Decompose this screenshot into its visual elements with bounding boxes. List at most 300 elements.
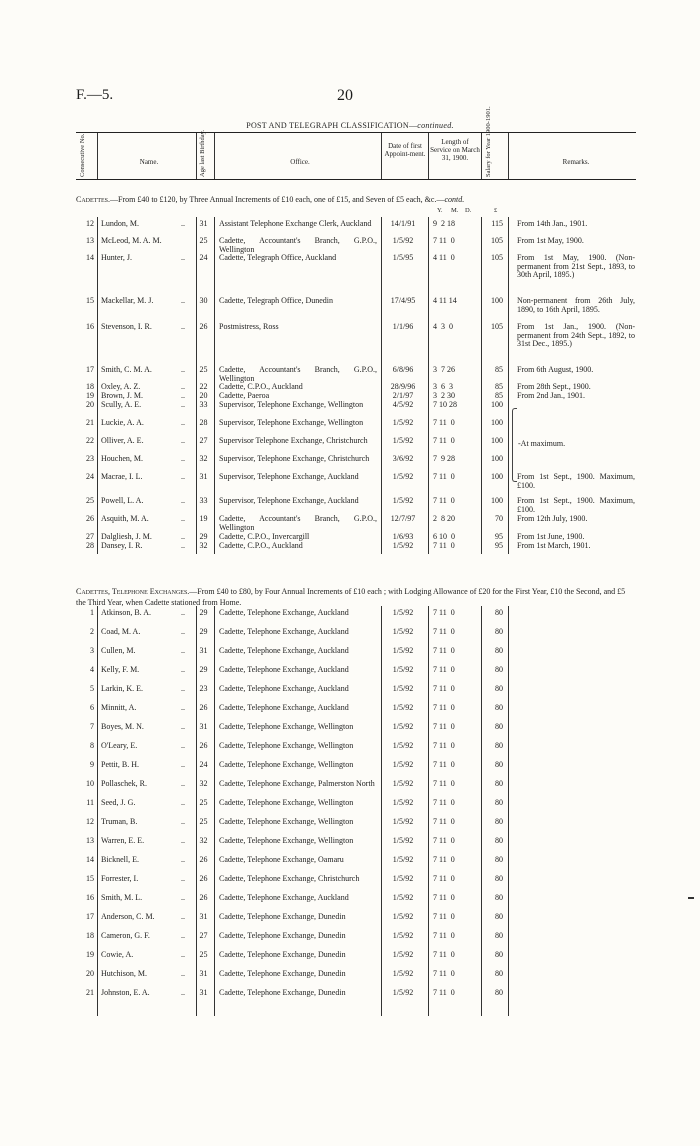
row-office: Supervisor, Telephone Exchange, Auckland <box>219 496 359 505</box>
row-number: 27 <box>86 532 94 541</box>
row-length-of-service: 7 11 0 <box>433 969 455 978</box>
row-salary: 115 <box>491 219 503 228</box>
row-appointment-date: 1/5/92 <box>392 722 414 731</box>
row-salary: 80 <box>495 798 503 807</box>
row-length-of-service: 7 11 0 <box>433 950 455 959</box>
row-name: Dalgliesh, J. M. .. <box>101 532 185 541</box>
row-length-of-service: 7 11 0 <box>433 703 455 712</box>
row-office: Supervisor, Telephone Exchange, Auckland <box>219 472 359 481</box>
row-number: 15 <box>86 296 94 305</box>
row-appointment-date: 1/5/92 <box>392 741 414 750</box>
row-salary: 80 <box>495 969 503 978</box>
page-title-continued: continued. <box>417 121 454 130</box>
row-remarks: From 12th July, 1900. <box>517 514 588 523</box>
column-divider <box>481 606 482 1016</box>
row-number: 18 <box>86 931 94 940</box>
row-age: 32 <box>199 779 208 788</box>
row-office: Cadette, Telephone Exchange, Dunedin <box>219 950 346 959</box>
row-name: Kelly, F. M. .. <box>101 665 185 674</box>
row-age: 31 <box>199 472 208 481</box>
row-length-of-service: 7 11 0 <box>433 893 455 902</box>
row-number: 20 <box>86 969 94 978</box>
row-name: Cowie, A. .. <box>101 950 185 959</box>
column-divider <box>196 606 197 1016</box>
column-header-name: Name. <box>139 158 159 166</box>
head-divider <box>214 133 215 179</box>
row-remarks: From 1st Sept., 1900. Maximum, £100. <box>517 496 635 514</box>
row-age: 29 <box>199 627 208 636</box>
row-name: Asquith, M. A. .. <box>101 514 185 523</box>
row-office: Cadette, Telephone Exchange, Auckland <box>219 608 349 617</box>
column-header-length: Length of Service on March 31, 1900. <box>430 138 480 162</box>
page-number: 20 <box>337 87 353 104</box>
row-name: Mackellar, M. J. .. <box>101 296 185 305</box>
row-age: 29 <box>199 665 208 674</box>
row-appointment-date: 1/5/92 <box>392 496 414 505</box>
row-office: Cadette, Telephone Exchange, Wellington <box>219 760 354 769</box>
row-office: Supervisor, Telephone Exchange, Christchurch <box>219 454 370 463</box>
row-number: 8 <box>90 741 94 750</box>
row-length-of-service: 7 11 0 <box>433 931 455 940</box>
row-salary: 100 <box>491 436 503 445</box>
row-appointment-date: 14/1/91 <box>390 219 416 228</box>
unit-years: Y. <box>437 207 443 214</box>
row-length-of-service: 7 11 0 <box>433 436 455 445</box>
row-salary: 80 <box>495 912 503 921</box>
row-number: 4 <box>90 665 94 674</box>
row-appointment-date: 1/5/92 <box>392 436 414 445</box>
row-name: O'Leary, E. .. <box>101 741 185 750</box>
row-length-of-service: 7 11 0 <box>433 798 455 807</box>
row-length-of-service: 9 2 18 <box>433 219 455 228</box>
row-salary: 80 <box>495 893 503 902</box>
row-appointment-date: 1/5/92 <box>392 969 414 978</box>
row-length-of-service: 7 11 0 <box>433 496 455 505</box>
row-salary: 85 <box>495 391 503 400</box>
margin-mark <box>688 897 694 899</box>
row-age: 26 <box>199 322 208 331</box>
row-name: Brown, J. M. .. <box>101 391 185 400</box>
row-appointment-date: 28/9/96 <box>390 382 416 391</box>
row-name: McLeod, M. A. M. <box>101 236 162 245</box>
row-salary: 95 <box>495 532 503 541</box>
row-age: 24 <box>199 253 208 262</box>
row-age: 26 <box>199 874 208 883</box>
row-office: Cadette, Telephone Exchange, Auckland <box>219 646 349 655</box>
row-name: Pollaschek, R. .. <box>101 779 185 788</box>
row-number: 21 <box>86 418 94 427</box>
row-office: Cadette, Paeroa <box>219 391 270 400</box>
row-office: Cadette, Telegraph Office, Auckland <box>219 253 337 262</box>
row-age: 32 <box>199 454 208 463</box>
row-age: 31 <box>199 646 208 655</box>
row-remarks: From 14th Jan., 1901. <box>517 219 588 228</box>
row-appointment-date: 2/1/97 <box>392 391 414 400</box>
row-name: Boyes, M. N. .. <box>101 722 185 731</box>
row-remarks: From 1st May, 1900. <box>517 236 584 245</box>
column-divider <box>381 606 382 1016</box>
row-name: Olliver, A. E. .. <box>101 436 185 445</box>
row-salary: 80 <box>495 646 503 655</box>
head-divider <box>428 133 429 179</box>
column-divider <box>97 606 98 1016</box>
row-number: 26 <box>86 514 94 523</box>
row-salary: 80 <box>495 817 503 826</box>
row-name: Bicknell, E. .. <box>101 855 185 864</box>
row-office: Cadette, Telephone Exchange, Auckland <box>219 703 349 712</box>
row-remarks: From 1st May, 1900. (Non-permanent from 21st Sept., 1893, to 30th April, 1895.) <box>517 253 635 279</box>
row-appointment-date: 1/5/92 <box>392 236 414 245</box>
row-office: Supervisor Telephone Exchange, Christchurch <box>219 436 368 445</box>
row-length-of-service: 7 11 0 <box>433 779 455 788</box>
row-appointment-date: 1/5/92 <box>392 798 414 807</box>
row-age: 30 <box>199 296 208 305</box>
column-divider <box>508 606 509 1016</box>
row-name: Minnitt, A. .. <box>101 703 185 712</box>
row-office: Cadette, Telephone Exchange, Auckland <box>219 684 349 693</box>
head-divider <box>508 133 509 179</box>
at-maximum-bracket <box>512 408 517 482</box>
row-length-of-service: 7 11 0 <box>433 646 455 655</box>
row-appointment-date: 1/6/93 <box>392 532 414 541</box>
row-salary: 80 <box>495 950 503 959</box>
row-remarks: From 28th Sept., 1900. <box>517 382 591 391</box>
row-number: 25 <box>86 496 94 505</box>
row-name: Luckie, A. A. .. <box>101 418 185 427</box>
row-salary: 80 <box>495 684 503 693</box>
row-number: 19 <box>86 391 94 400</box>
row-name: Oxley, A. Z. .. <box>101 382 185 391</box>
row-salary: 95 <box>495 541 503 550</box>
row-office: Cadette, Telephone Exchange, Oamaru <box>219 855 344 864</box>
row-length-of-service: 7 11 0 <box>433 988 455 997</box>
row-length-of-service: 4 11 14 <box>433 296 457 305</box>
row-age: 25 <box>199 798 208 807</box>
row-appointment-date: 6/8/96 <box>392 365 414 374</box>
column-header-date: Date of first Appoint-ment. <box>384 142 426 158</box>
row-number: 24 <box>86 472 94 481</box>
row-office: Cadette, Telephone Exchange, Auckland <box>219 665 349 674</box>
row-number: 13 <box>86 836 94 845</box>
row-remarks: From 2nd Jan., 1901. <box>517 391 585 400</box>
row-appointment-date: 1/1/96 <box>392 322 414 331</box>
unit-pound: £ <box>494 207 498 214</box>
row-number: 6 <box>90 703 94 712</box>
row-appointment-date: 1/5/92 <box>392 541 414 550</box>
row-office: Supervisor, Telephone Exchange, Wellington <box>219 418 364 427</box>
row-appointment-date: 1/5/92 <box>392 779 414 788</box>
row-name: Seed, J. G. .. <box>101 798 185 807</box>
row-number: 3 <box>90 646 94 655</box>
row-name: Anderson, C. M. .. <box>101 912 185 921</box>
row-number: 9 <box>90 760 94 769</box>
row-age: 25 <box>199 817 208 826</box>
row-number: 22 <box>86 436 94 445</box>
row-number: 11 <box>86 798 94 807</box>
row-length-of-service: 7 11 0 <box>433 418 455 427</box>
row-appointment-date: 1/5/92 <box>392 988 414 997</box>
row-remarks: From 1st Jan., 1900. (Non-permanent from 24th Sept., 1892, to 31st Dec., 1895.) <box>517 322 635 348</box>
column-header-office: Office. <box>290 158 310 166</box>
column-divider <box>481 217 482 554</box>
row-salary: 85 <box>495 365 503 374</box>
row-number: 15 <box>86 874 94 883</box>
row-length-of-service: 3 2 30 <box>433 391 455 400</box>
row-length-of-service: 7 11 0 <box>433 722 455 731</box>
row-length-of-service: 4 3 0 <box>433 322 453 331</box>
row-length-of-service: 7 11 0 <box>433 855 455 864</box>
row-appointment-date: 1/5/95 <box>392 253 414 262</box>
row-salary: 105 <box>491 236 503 245</box>
row-age: 25 <box>199 365 208 374</box>
row-office: Supervisor, Telephone Exchange, Wellington <box>219 400 364 409</box>
row-salary: 80 <box>495 741 503 750</box>
row-remarks: From 1st March, 1901. <box>517 541 591 550</box>
column-header-age: Age last Birthday. <box>199 129 206 177</box>
row-salary: 100 <box>491 496 503 505</box>
column-divider <box>214 217 215 554</box>
row-office: Cadette, C.P.O., Auckland <box>219 382 303 391</box>
row-name: Smith, C. M. A. .. <box>101 365 185 374</box>
column-divider <box>196 217 197 554</box>
row-number: 13 <box>86 236 94 245</box>
row-office: Cadette, Telephone Exchange, Dunedin <box>219 969 346 978</box>
row-length-of-service: 7 11 0 <box>433 236 455 245</box>
row-office: Cadette, Telegraph Office, Dunedin <box>219 296 333 305</box>
column-header-consecutive: Consecutive No. <box>79 133 86 177</box>
row-length-of-service: 2 8 20 <box>433 514 455 523</box>
row-number: 14 <box>86 253 94 262</box>
row-age: 26 <box>199 893 208 902</box>
row-office: Cadette, Telephone Exchange, Palmerston North <box>219 779 375 788</box>
row-length-of-service: 7 11 0 <box>433 541 455 550</box>
row-age: 24 <box>199 760 208 769</box>
row-name: Lundon, M. .. <box>101 219 185 228</box>
row-salary: 80 <box>495 665 503 674</box>
row-appointment-date: 1/5/92 <box>392 646 414 655</box>
row-remarks: From 1st June, 1900. <box>517 532 585 541</box>
row-appointment-date: 1/5/92 <box>392 608 414 617</box>
row-length-of-service: 7 11 0 <box>433 684 455 693</box>
row-office: Cadette, Telephone Exchange, Christchurch <box>219 874 360 883</box>
column-divider <box>97 217 98 554</box>
row-length-of-service: 3 6 3 <box>433 382 453 391</box>
row-age: 23 <box>199 684 208 693</box>
row-salary: 100 <box>491 472 503 481</box>
row-appointment-date: 4/5/92 <box>392 400 414 409</box>
row-name: Stevenson, I. R. .. <box>101 322 185 331</box>
head-divider <box>481 133 482 179</box>
row-office: Assistant Telephone Exchange Clerk, Auckland <box>219 219 372 228</box>
row-office: Cadette, Accountant's Branch, G.P.O., Wellington <box>219 514 377 532</box>
row-name: Powell, L. A. .. <box>101 496 185 505</box>
row-salary: 80 <box>495 874 503 883</box>
row-appointment-date: 1/5/92 <box>392 912 414 921</box>
row-name: Larkin, K. E. .. <box>101 684 185 693</box>
row-length-of-service: 7 11 0 <box>433 741 455 750</box>
row-length-of-service: 7 11 0 <box>433 627 455 636</box>
row-age: 26 <box>199 741 208 750</box>
row-number: 21 <box>86 988 94 997</box>
row-appointment-date: 1/5/92 <box>392 874 414 883</box>
row-age: 20 <box>199 391 208 400</box>
row-office: Postmistress, Ross <box>219 322 279 331</box>
row-appointment-date: 17/4/95 <box>390 296 416 305</box>
row-name: Forrester, I. .. <box>101 874 185 883</box>
row-number: 23 <box>86 454 94 463</box>
column-divider <box>428 606 429 1016</box>
row-number: 17 <box>86 912 94 921</box>
row-age: 26 <box>199 855 208 864</box>
row-age: 31 <box>199 912 208 921</box>
row-name: Macrae, I. L. .. <box>101 472 185 481</box>
column-divider <box>508 217 509 554</box>
unit-days: D. <box>465 207 472 214</box>
row-salary: 100 <box>491 454 503 463</box>
row-salary: 80 <box>495 779 503 788</box>
row-age: 27 <box>199 931 208 940</box>
row-remarks: From 6th August, 1900. <box>517 365 594 374</box>
row-length-of-service: 7 11 0 <box>433 836 455 845</box>
head-divider <box>97 133 98 179</box>
column-divider <box>381 217 382 554</box>
row-salary: 80 <box>495 931 503 940</box>
row-number: 18 <box>86 382 94 391</box>
row-remarks: Non-permanent from 26th July, 1890, to 16th April, 1895. <box>517 296 635 314</box>
row-appointment-date: 1/5/92 <box>392 817 414 826</box>
row-length-of-service: 7 11 0 <box>433 472 455 481</box>
row-number: 7 <box>90 722 94 731</box>
row-age: 28 <box>199 418 208 427</box>
row-office: Cadette, Telephone Exchange, Wellington <box>219 722 354 731</box>
row-age: 31 <box>199 722 208 731</box>
table-top-rule <box>76 132 636 133</box>
row-length-of-service: 7 11 0 <box>433 665 455 674</box>
at-maximum-note: -At maximum. <box>518 439 566 448</box>
row-office: Cadette, Accountant's Branch, G.P.O., Wellington <box>219 236 377 254</box>
row-number: 2 <box>90 627 94 636</box>
row-remarks: From 1st Sept., 1900. Maximum, £100. <box>517 472 635 490</box>
row-age: 32 <box>199 541 208 550</box>
row-name: Coad, M. A. .. <box>101 627 185 636</box>
row-age: 26 <box>199 703 208 712</box>
row-length-of-service: 7 11 0 <box>433 760 455 769</box>
row-office: Cadette, Telephone Exchange, Dunedin <box>219 931 346 940</box>
row-length-of-service: 7 11 0 <box>433 817 455 826</box>
row-name: Scully, A. E. .. <box>101 400 185 409</box>
head-divider <box>381 133 382 179</box>
column-divider <box>214 606 215 1016</box>
row-appointment-date: 1/5/92 <box>392 472 414 481</box>
row-length-of-service: 7 11 0 <box>433 874 455 883</box>
row-office: Cadette, Telephone Exchange, Dunedin <box>219 912 346 921</box>
row-office: Cadette, Telephone Exchange, Wellington <box>219 741 354 750</box>
row-age: 33 <box>199 496 208 505</box>
row-appointment-date: 1/5/92 <box>392 665 414 674</box>
row-number: 5 <box>90 684 94 693</box>
row-office: Cadette, Telephone Exchange, Wellington <box>219 836 354 845</box>
row-number: 19 <box>86 950 94 959</box>
row-name: Warren, E. E. .. <box>101 836 185 845</box>
row-office: Cadette, Telephone Exchange, Wellington <box>219 798 354 807</box>
row-age: 31 <box>199 969 208 978</box>
row-name: Truman, B. .. <box>101 817 185 826</box>
column-header-salary: Salary for Year 1900-1901. <box>485 106 492 177</box>
row-appointment-date: 1/5/92 <box>392 760 414 769</box>
row-number: 12 <box>86 219 94 228</box>
row-salary: 105 <box>491 253 503 262</box>
row-age: 25 <box>199 950 208 959</box>
row-appointment-date: 1/5/92 <box>392 931 414 940</box>
row-office: Cadette, Telephone Exchange, Auckland <box>219 627 349 636</box>
row-salary: 70 <box>495 514 503 523</box>
row-appointment-date: 1/5/92 <box>392 950 414 959</box>
section-heading-telephone-exchanges: Cadettes, Telephone Exchanges.—From £40 to £80, by Four Annual Increments of £10 each ; with Lodging Allowance of £20 for the First Year, £10 the Second, and £5 the Third Year, when Cadette stationed from Home. <box>76 587 626 607</box>
row-salary: 80 <box>495 760 503 769</box>
row-salary: 80 <box>495 703 503 712</box>
row-salary: 80 <box>495 988 503 997</box>
row-number: 16 <box>86 322 94 331</box>
table-head-rule <box>76 179 636 180</box>
row-age: 27 <box>199 436 208 445</box>
row-name: Hutchison, M. .. <box>101 969 185 978</box>
section-heading-cadettes: Cadettes.—From £40 to £120, by Three Annual Increments of £10 each, one of £15, and Seven of £5 each, &c.—contd. <box>76 195 465 204</box>
row-appointment-date: 1/5/92 <box>392 893 414 902</box>
row-name: Johnston, E. A. .. <box>101 988 185 997</box>
row-number: 10 <box>86 779 94 788</box>
row-age: 22 <box>199 382 208 391</box>
row-name: Atkinson, B. A. .. <box>101 608 185 617</box>
row-appointment-date: 1/5/92 <box>392 836 414 845</box>
row-appointment-date: 1/5/92 <box>392 703 414 712</box>
row-office: Cadette, Accountant's Branch, G.P.O., Wellington <box>219 365 377 383</box>
row-age: 29 <box>199 608 208 617</box>
row-appointment-date: 3/6/92 <box>392 454 414 463</box>
document-reference: F.—5. <box>76 87 114 103</box>
row-number: 17 <box>86 365 94 374</box>
row-name: Cullen, M. .. <box>101 646 185 655</box>
row-name: Pettit, B. H. .. <box>101 760 185 769</box>
row-salary: 100 <box>491 296 503 305</box>
row-age: 31 <box>199 219 208 228</box>
row-number: 20 <box>86 400 94 409</box>
row-number: 16 <box>86 893 94 902</box>
row-office: Cadette, Telephone Exchange, Dunedin <box>219 988 346 997</box>
row-salary: 100 <box>491 418 503 427</box>
row-office: Cadette, C.P.O., Invercargill <box>219 532 310 541</box>
row-salary: 80 <box>495 836 503 845</box>
row-number: 12 <box>86 817 94 826</box>
row-length-of-service: 7 11 0 <box>433 608 455 617</box>
row-office: Cadette, C.P.O., Auckland <box>219 541 303 550</box>
row-age: 29 <box>199 532 208 541</box>
row-name: Smith, M. L. .. <box>101 893 185 902</box>
row-length-of-service: 7 10 28 <box>433 400 457 409</box>
row-name: Hunter, J. .. <box>101 253 185 262</box>
row-appointment-date: 1/5/92 <box>392 855 414 864</box>
row-length-of-service: 7 11 0 <box>433 912 455 921</box>
page-title: POST AND TELEGRAPH CLASSIFICATION—continued. <box>246 121 454 130</box>
column-header-remarks: Remarks. <box>562 158 590 166</box>
row-age: 32 <box>199 836 208 845</box>
row-length-of-service: 7 9 28 <box>433 454 455 463</box>
row-appointment-date: 1/5/92 <box>392 627 414 636</box>
row-salary: 80 <box>495 722 503 731</box>
row-salary: 80 <box>495 855 503 864</box>
row-office: Cadette, Telephone Exchange, Wellington <box>219 817 354 826</box>
row-length-of-service: 6 10 0 <box>433 532 455 541</box>
head-divider <box>196 133 197 179</box>
